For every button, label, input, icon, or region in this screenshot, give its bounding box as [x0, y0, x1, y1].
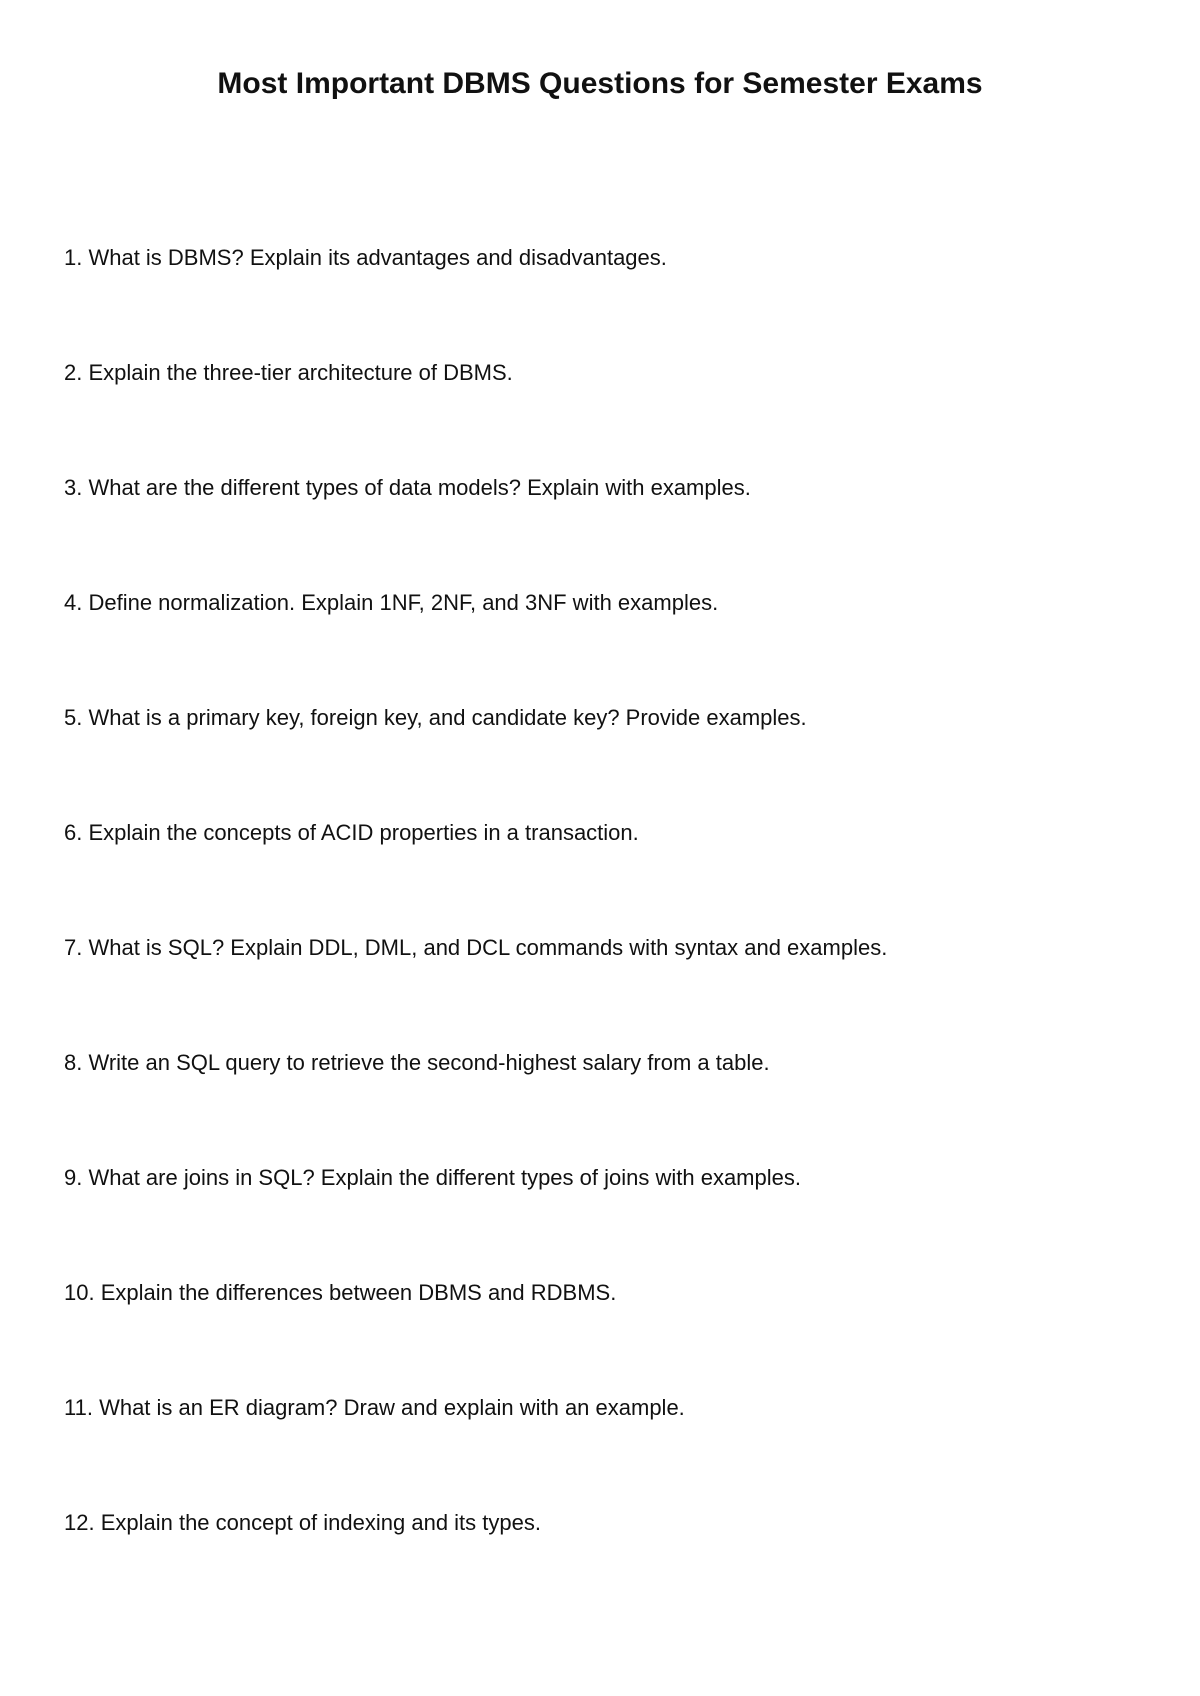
- page-title: Most Important DBMS Questions for Semester Exams: [217, 67, 983, 100]
- question-item: 12. Explain the concept of indexing and its types.: [64, 1510, 541, 1535]
- question-item: 9. What are joins in SQL? Explain the different types of joins with examples.: [64, 1165, 801, 1190]
- question-list: [64, 244, 1144, 1624]
- question-item: 3. What are the different types of data models? Explain with examples.: [64, 475, 751, 500]
- question-item: 11. What is an ER diagram? Draw and explain with an example.: [64, 1395, 685, 1420]
- question-item: 5. What is a primary key, foreign key, and candidate key? Provide examples.: [64, 705, 807, 730]
- question-item: 10. Explain the differences between DBMS and RDBMS.: [64, 1280, 617, 1305]
- question-item: 2. Explain the three-tier architecture of DBMS.: [64, 360, 513, 385]
- question-item: 6. Explain the concepts of ACID properties in a transaction.: [64, 820, 639, 845]
- question-item: 7. What is SQL? Explain DDL, DML, and DCL commands with syntax and examples.: [64, 935, 888, 960]
- question-item: 4. Define normalization. Explain 1NF, 2NF, and 3NF with examples.: [64, 590, 719, 615]
- question-item: 1. What is DBMS? Explain its advantages and disadvantages.: [64, 245, 667, 270]
- question-item: 8. Write an SQL query to retrieve the second-highest salary from a table.: [64, 1050, 770, 1075]
